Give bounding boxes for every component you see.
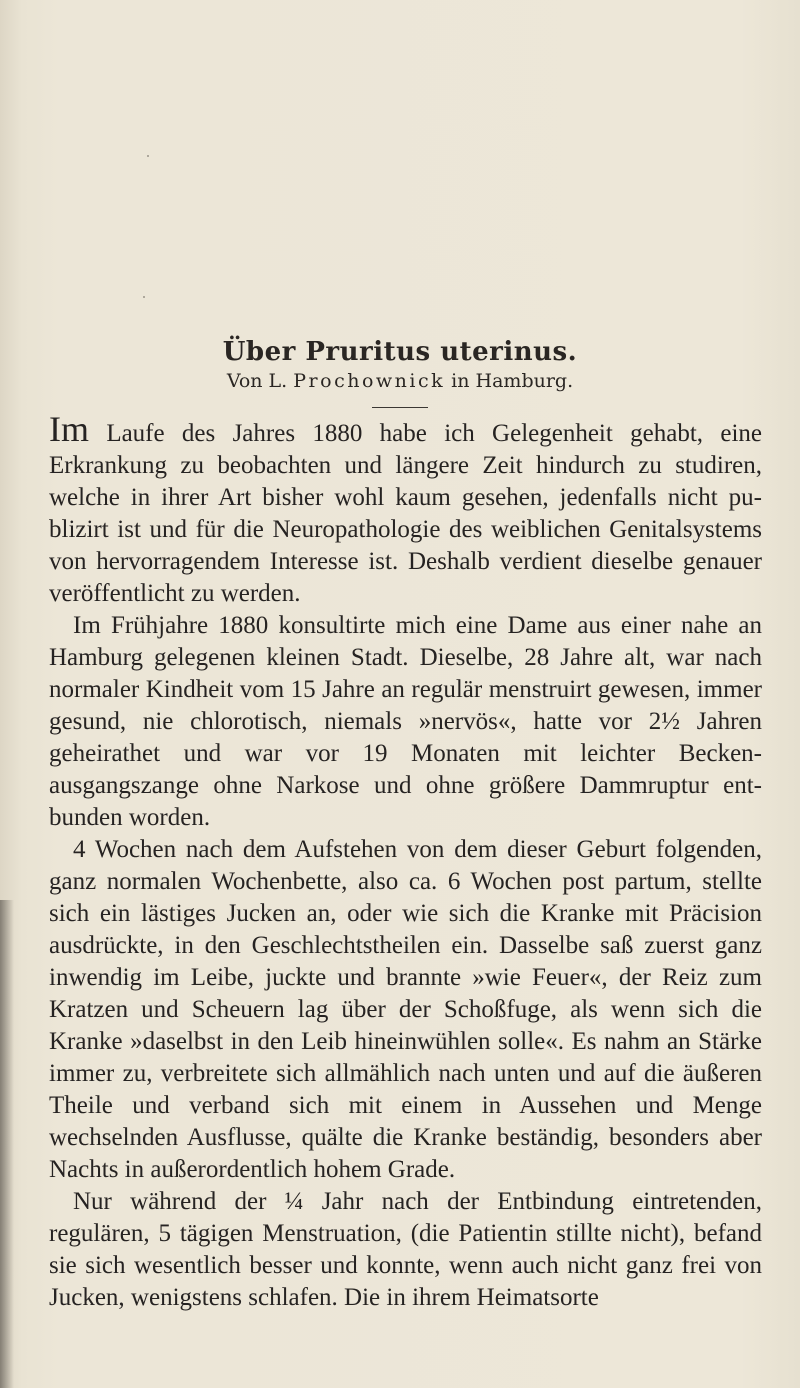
paper-speck [147, 155, 149, 157]
byline-suffix: in Hamburg. [451, 370, 574, 392]
paragraph: Nur während der ¼ Jahr nach der Entbindung eintretenden, regulären, 5 tägigen Menstruation, (die Patientin stillte nicht), befand sie sich wesentlich besser und konnte, wenn auch nicht ganz frei von Jucken, wenigstens schlafen. Die in ihrem Heimatsorte [49, 1188, 762, 1311]
title-divider [372, 407, 428, 408]
paragraph: Im Frühjahre 1880 konsultirte mich eine Dame aus einer nahe an Hamburg gelegenen kleinen Stadt. Dieselbe, 28 Jahre alt, war nach normaler Kindheit vom 15 Jahre an regulär menstruirt gewesen, immer gesund, nie chlorotisch, niemals »nervös«, hatte vor 2½ Jahren geheirathet und war vor 19 Monaten mit leichter Beckenausgangszange ohne Narkose und ohne größere Dammruptur entbunden worden. [49, 612, 762, 831]
article-title: Über Pruritus uterinus. [222, 337, 578, 367]
byline-prefix: Von L. [226, 370, 288, 392]
paragraph: 4 Wochen nach dem Aufstehen von dem dieser Geburt folgenden, ganz normalen Wochenbette, also ca. 6 Wochen post partum, stellte sich ein lästiges Jucken an, oder wie sich die Kranke mit Präcision ausdrückte, in den Geschlechtstheilen ein. Dasselbe saß zuerst ganz inwendig im Leibe, juckte und brannte »wie Feuer«, der Reiz zum Kratzen und Scheuern lag über der Schoßfuge, als wenn sich die Kranke »daselbst in den Leib hineinwühlen solle«. Es nahm an Stärke immer zu, verbreitete sich allmählich nach unten und auf die äußeren Theile und verband sich mit einem in Aussehen und Menge wechselnden Ausflusse, quälte die Kranke beständig, besonders aber Nachts in außerordentlich hohem Grade. [49, 836, 762, 1183]
initial-word: Im [49, 409, 89, 449]
binding-shadow [0, 900, 14, 1388]
byline [0, 370, 800, 392]
paragraph-text: Laufe des Jahres 1880 habe ich Gelegenheit gehabt, eine Erkrankung zu beobachten und längere Zeit hindurch zu studiren, welche in ihrer Art bisher wohl kaum gesehen, jedenfalls nicht publizirt ist und für die Neuropathologie des weiblichen Genitalsystems von hervorragendem Interesse ist. Deshalb verdient dieselbe genauer veröffentlicht zu werden. [49, 420, 762, 607]
article-body [49, 409, 762, 1314]
paragraph [49, 409, 762, 610]
paper-speck [143, 296, 145, 298]
author-name: Prochownick [293, 370, 446, 392]
